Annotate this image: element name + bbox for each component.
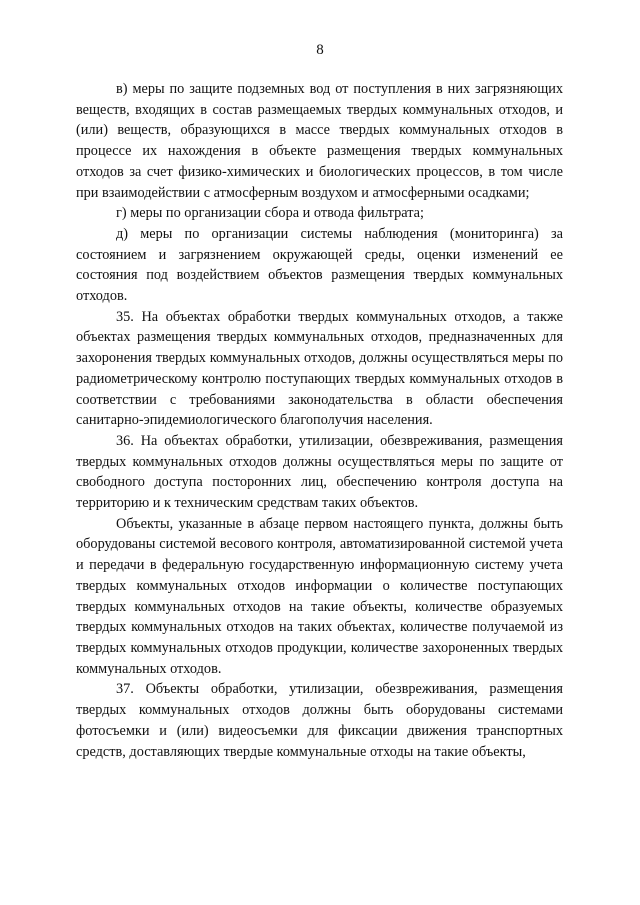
page-number: 8 [316,42,324,58]
paragraph-item-37: 37. Объекты обработки, утилизации, обезвреживания, размещения твердых коммунальных отходов должны быть оборудованы системами фотосъемки и (или) видеосъемки для фиксации движения транспортных средств, доставляющих твердые коммунальные отходы на такие объекты, [76,681,563,760]
paragraph-monitoring-system: д) меры по организации системы наблюдения (мониторинга) за состоянием и загрязнением окружающей среды, оценки изменений ее состояния под воздействием объектов размещения твердых коммунальных отходов. [76,225,563,305]
paragraph-item-36: 36. На объектах обработки, утилизации, обезвреживания, размещения твердых коммунальных отходов должны осуществляться меры по защите от свободного доступа посторонних лиц, обеспечению контроля доступа на территорию и к техническим средствам таких объектов. [76,432,563,512]
paragraph-item-35: 35. На объектах обработки твердых коммунальных отходов, а также объектах размещения твердых коммунальных отходов, предназначенных для захоронения твердых коммунальных отходов, должны осуществляться меры по радиометрическому контролю поступающих твердых коммунальных отходов в соответствии с требованиями законодательства в области обеспечения санитарно-эпидемиологического благополучия населения. [76,308,563,429]
paragraph-weight-control: Объекты, указанные в абзаце первом настоящего пункта, должны быть оборудованы системой весового контроля, автоматизированной системой учета и передачи в федеральную государственную информационную систему учета твердых коммунальных отходов информации о количестве поступающих твердых коммунальных отходов на такие объекты, количестве образуемых твердых коммунальных отходов на таких объектах, количестве получаемой из твердых коммунальных отходов продукции, количестве захороненных твердых коммунальных отходов. [76,515,563,677]
document-body [76,79,563,762]
paragraph-filtrate-collection: г) меры по организации сбора и отвода фильтрата; [116,205,424,222]
paragraph-groundwater-protection: в) меры по защите подземных вод от поступления в них загрязняющих веществ, входящих в состав размещаемых твердых коммунальных отходов, и (или) веществ, образующихся в массе твердых коммунальных отходов в процессе их нахождения в объекте размещения твердых коммунальных отходов за счет физико-химических и биологических процессов, в том числе при взаимодействии с атмосферным воздухом и атмосферными осадками; [76,81,563,201]
